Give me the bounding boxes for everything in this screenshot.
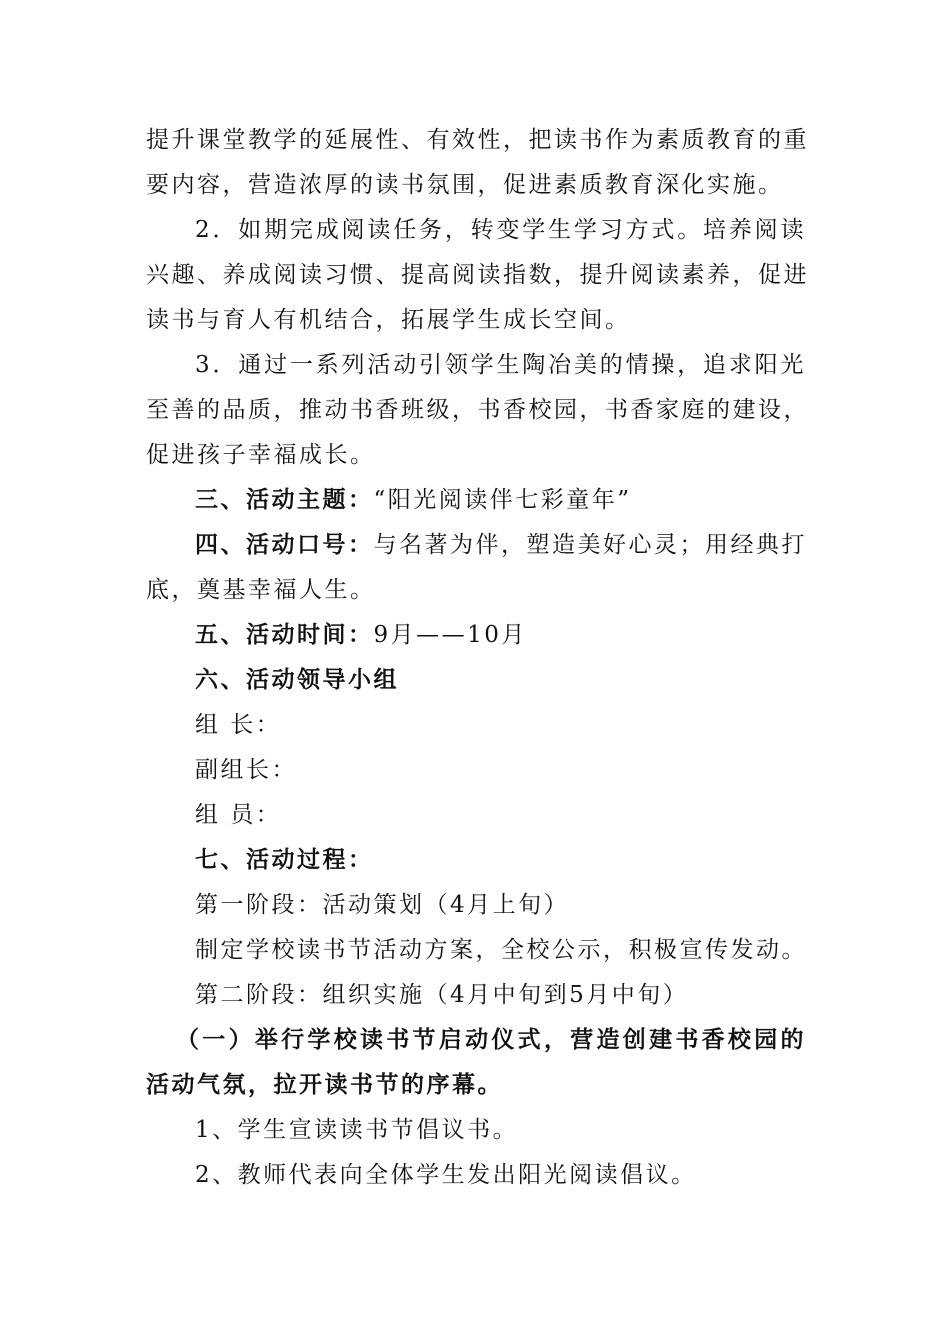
item-line: （一）举行学校读书节启动仪式，营造创建书香校园的 (176, 1027, 806, 1053)
sub-item: 2、教师代表向全体学生发出阳光阅读倡议。 (195, 1162, 697, 1188)
section-text: 与名著为伴，塑造美好心灵；用经典打 (373, 532, 807, 558)
goal-2-line: 读书与育人有机结合，拓展学生成长空间。 (146, 307, 631, 333)
sub-item: 1、学生宣读读书节倡议书。 (195, 1117, 519, 1143)
section-heading: 七、活动过程： (195, 847, 374, 873)
stage-line: 第二阶段：组织实施（4月中旬到5月中旬） (195, 982, 689, 1008)
goal-3-line: 至善的品质，推动书香班级，书香校园，书香家庭的建设， (146, 397, 809, 423)
section-text-cont: 底，奠基幸福人生。 (146, 577, 376, 603)
goal-2-line: 兴趣、养成阅读习惯、提高阅读指数，提升阅读素养，促进 (146, 262, 809, 288)
section-text: 9月——10月 (373, 622, 527, 648)
section-heading: 四、活动口号： (195, 532, 374, 558)
member-line: 组 员： (195, 802, 282, 828)
section-heading: 五、活动时间： (195, 622, 374, 648)
section-heading: 三、活动主题： (195, 487, 374, 513)
item-line: 活动气氛，拉开读书节的序幕。 (146, 1072, 503, 1098)
section-time (195, 620, 527, 650)
member-line: 组 长： (195, 712, 282, 738)
paragraph-line: 提升课堂教学的延展性、有效性，把读书作为素质教育的重 (146, 127, 809, 153)
section-theme (195, 485, 632, 515)
section-text: “阳光阅读伴七彩童年” (373, 487, 632, 513)
section-slogan (195, 530, 807, 560)
goal-3-line: 促进孩子幸福成长。 (146, 442, 376, 468)
goal-3-line: 3．通过一系列活动引领学生陶冶美的情操，追求阳光 (195, 352, 806, 378)
paragraph-line: 要内容，营造浓厚的读书氛围，促进素质教育深化实施。 (146, 172, 784, 198)
goal-2-line: 2．如期完成阅读任务，转变学生学习方式。培养阅读 (195, 217, 806, 243)
section-heading: 六、活动领导小组 (195, 667, 399, 693)
stage-text: 制定学校读书节活动方案，全校公示，积极宣传发动。 (195, 937, 807, 963)
member-line: 副组长： (195, 757, 297, 783)
stage-line: 第一阶段：活动策划（4月上旬） (195, 892, 570, 918)
